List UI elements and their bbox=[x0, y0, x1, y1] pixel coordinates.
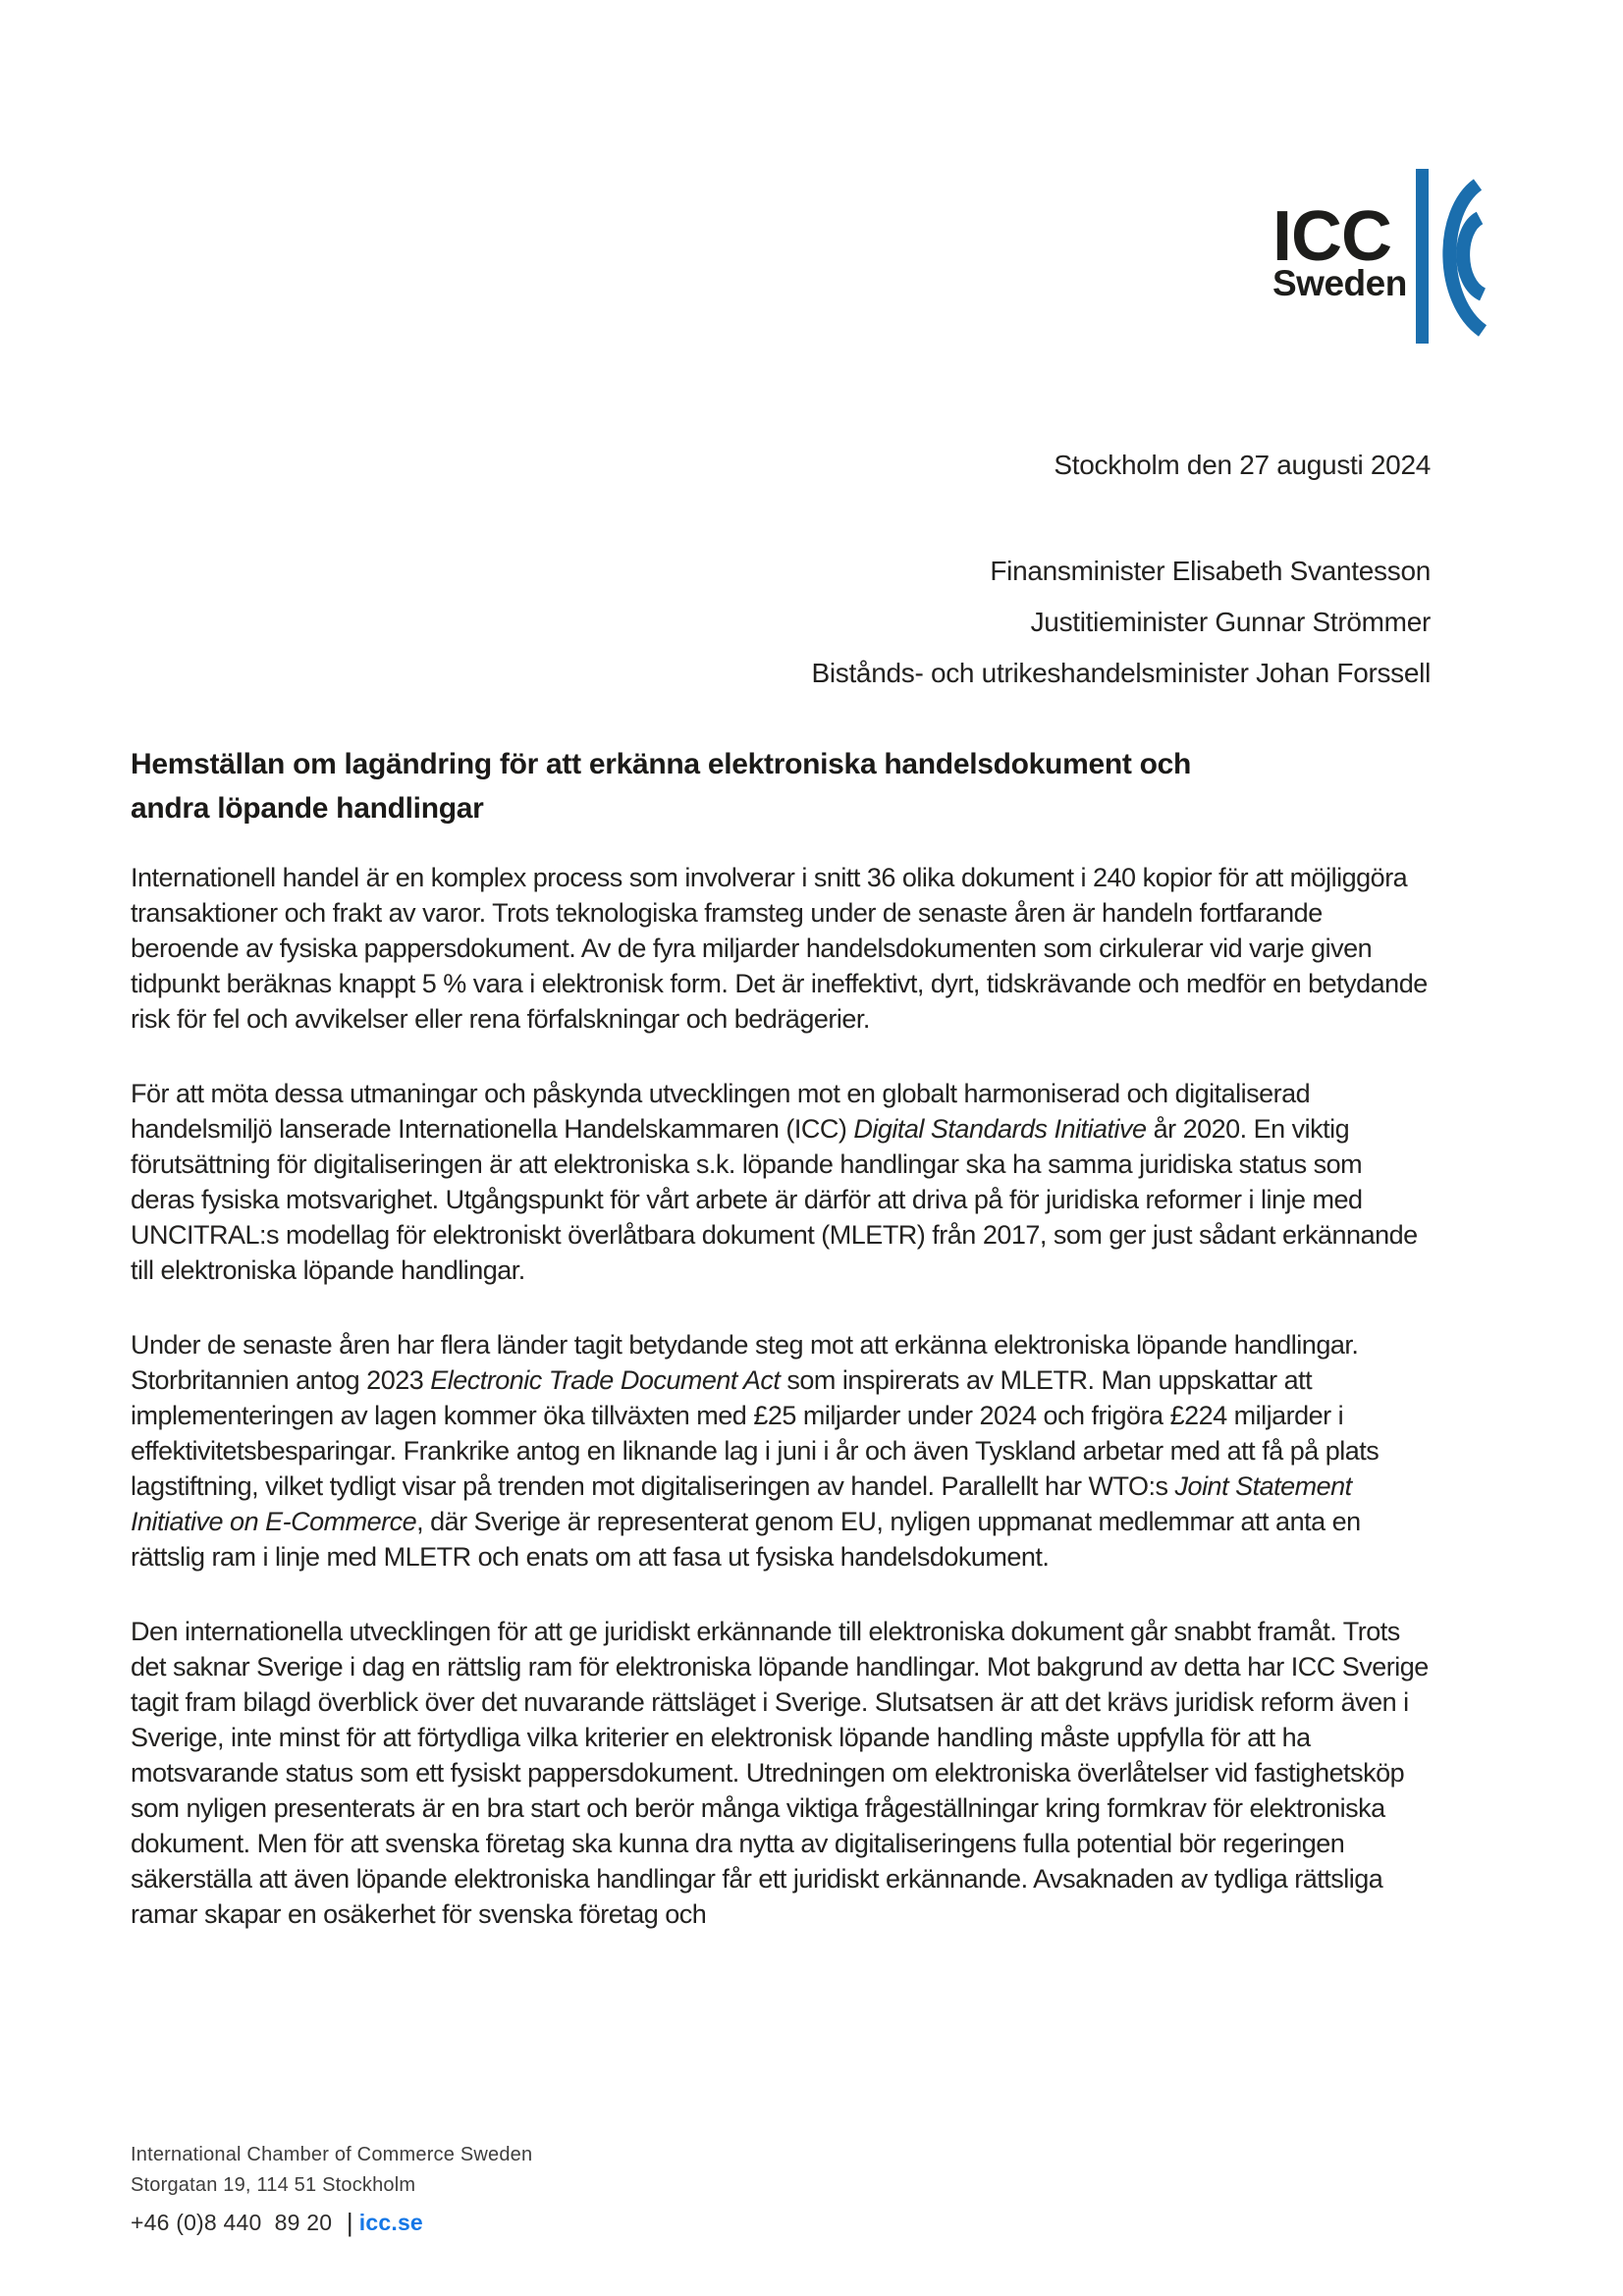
text-run: Internationell handel är en komplex process som involverar i snitt 36 olika dokument i 240 kopior för att möjliggöra transaktioner och frakt av varor. Trots teknologiska framsteg under de senaste åren är handeln fortfarande beroende av fysiska pappersdokument. Av de fyra miljarder handelsdokumenten som cirkulerar vid varje given tidpunkt beräknas knappt 5 % vara i elektronisk form. Det är ineffektivt, dyrt, tidskrävande och medför en betydande risk för fel och avvikelser eller rena förfalskningar och bedrägerier. bbox=[131, 863, 1428, 1034]
recipient-line: Justitieminister Gunnar Strömmer bbox=[1030, 607, 1431, 637]
footer-address: Storgatan 19, 114 51 Stockholm bbox=[131, 2174, 416, 2196]
footer-org: International Chamber of Commerce Sweden bbox=[131, 2144, 533, 2165]
footer-separator: | bbox=[346, 2208, 353, 2237]
text-run: som inspirerats av MLETR. Man uppskattar att implementeringen av lagen kommer öka tillväxten med £25 miljarder under 2024 och frigöra £224 miljarder i effektivitetsbesparingar. Frankrike antog en liknande lag i juni i år och även Tyskland arbetar med att få på plats lagstiftning, vilket tydligt visar på trenden mot digitaliseringen av handel. Parallellt har WTO:s bbox=[131, 1365, 1380, 1501]
text-run: , där Sverige är representerat genom EU, nyligen uppmanat medlemmar att anta en rättslig ram i linje med MLETR och enats om att fasa ut fysiska handelsdokument. bbox=[131, 1507, 1361, 1572]
letter-body bbox=[131, 860, 1432, 1971]
body-paragraph bbox=[131, 1327, 1432, 1575]
logo-text-icc: ICC bbox=[1272, 197, 1391, 276]
text-run: För att möta dessa utmaningar och påskynda utvecklingen mot en globalt harmoniserad och digitaliserad handelsmiljö lanserade Internationella Handelskammaren (ICC) bbox=[131, 1079, 1311, 1144]
text-run: Under de senaste åren har flera länder tagit betydande steg mot att erkänna elektroniska löpande handlingar. Storbritannien antog 2023 bbox=[131, 1330, 1359, 1395]
letter-heading bbox=[131, 742, 1191, 830]
footer-contact-row bbox=[131, 2208, 532, 2238]
icc-logo-mark-icon bbox=[1414, 169, 1509, 344]
italic-run: Joint Statement Initiative on E-Commerce bbox=[131, 1471, 1352, 1536]
logo-text-sweden: Sweden bbox=[1272, 263, 1407, 303]
page-footer bbox=[131, 2140, 532, 2238]
icc-sweden-logo bbox=[1272, 197, 1407, 303]
recipient-line: Finansminister Elisabeth Svantesson bbox=[990, 556, 1431, 586]
body-paragraph bbox=[131, 1614, 1432, 1932]
date-line: Stockholm den 27 augusti 2024 bbox=[1054, 450, 1431, 480]
italic-run: Digital Standards Initiative bbox=[853, 1114, 1147, 1144]
heading-line: andra löpande handlingar bbox=[131, 792, 484, 825]
italic-run: Electronic Trade Document Act bbox=[430, 1365, 781, 1395]
body-paragraph bbox=[131, 1076, 1432, 1288]
heading-line: Hemställan om lagändring för att erkänna elektroniska handelsdokument och bbox=[131, 748, 1192, 780]
recipient-list bbox=[811, 546, 1431, 699]
footer-phone: +46 (0)8 440 89 20 bbox=[131, 2210, 339, 2235]
text-run: år 2020. En viktig förutsättning för digitaliseringen är att elektroniska s.k. löpande handlingar ska ha samma juridiska status som deras fysiska motsvarighet. Utgångspunkt för vårt arbete är därför att driva på för juridiska reformer i linje med UNCITRAL:s modellag för elektroniskt överlåtbara dokument (MLETR) från 2017, som ger just sådant erkännande till elektroniska löpande handlingar. bbox=[131, 1114, 1418, 1285]
icc-se-link[interactable]: icc.se bbox=[358, 2210, 423, 2235]
body-paragraph bbox=[131, 860, 1432, 1037]
text-run: Den internationella utvecklingen för att ge juridiskt erkännande till elektroniska dokument går snabbt framåt. Trots det saknar Sverige i dag en rättslig ram för elektroniska löpande handlingar. Mot bakgrund av detta har ICC Sverige tagit fram bilagd överblick över det nuvarande rättsläget i Sverige. Slutsatsen är att det krävs juridisk reform även i Sverige, inte minst för att förtydliga vilka kriterier en elektronisk löpande handling måste uppfylla för att ha motsvarande status som ett fysiskt pappersdokument. Utredningen om elektroniska överlåtelser vid fastighetsköp som nyligen presenterats är en bra start och berör många viktiga frågeställningar kring formkrav för elektroniska dokument. Men för att svenska företag ska kunna dra nytta av digitaliseringens fulla potential bör regeringen säkerställa att även löpande elektroniska handlingar får ett juridiskt erkännande. Avsaknaden av tydliga rättsliga ramar skapar en osäkerhet för svenska företag och bbox=[131, 1617, 1429, 1929]
recipient-line: Bistånds- och utrikeshandelsminister Johan Forssell bbox=[811, 658, 1431, 688]
